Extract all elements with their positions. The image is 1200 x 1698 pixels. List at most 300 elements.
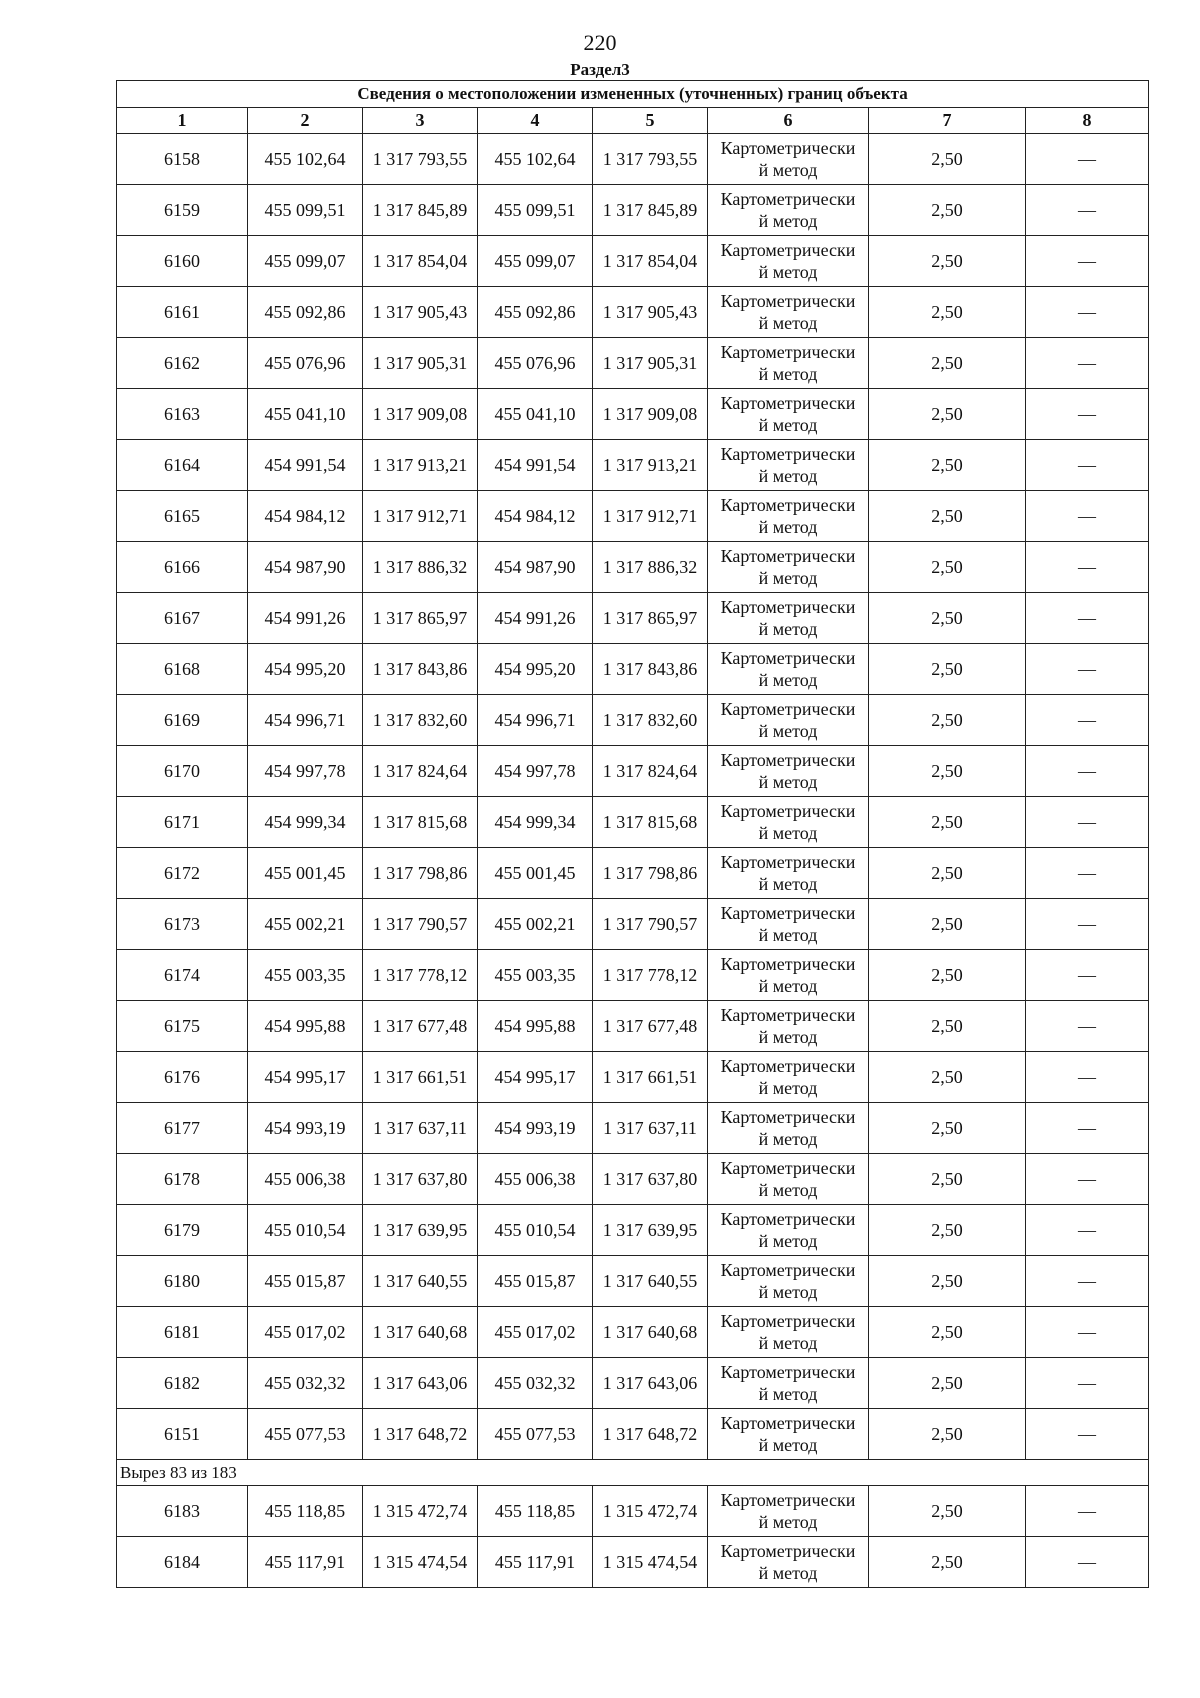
table-row — [117, 1256, 1149, 1307]
x-existing-cell: 454 995,17 — [248, 1052, 363, 1103]
method-line-1: Картометрически — [720, 1005, 856, 1025]
table-row — [117, 440, 1149, 491]
description-cell: — — [1026, 950, 1149, 1001]
method-line-2: й метод — [758, 976, 818, 996]
point-number-cell: 6174 — [117, 950, 248, 1001]
method-cell — [708, 950, 869, 1001]
column-header: 5 — [593, 108, 708, 134]
point-number-cell: 6178 — [117, 1154, 248, 1205]
description-cell: — — [1026, 1537, 1149, 1588]
accuracy-cell: 2,50 — [869, 1486, 1026, 1537]
method-line-1: Картометрически — [720, 954, 856, 974]
method-cell — [708, 287, 869, 338]
y-new-cell: 1 317 854,04 — [593, 236, 708, 287]
method-cell — [708, 899, 869, 950]
method-line-1: Картометрически — [720, 1541, 856, 1561]
description-cell: — — [1026, 899, 1149, 950]
x-existing-cell: 455 002,21 — [248, 899, 363, 950]
x-new-cell: 454 996,71 — [478, 695, 593, 746]
method-line-2: й метод — [758, 160, 818, 180]
y-new-cell: 1 317 640,68 — [593, 1307, 708, 1358]
accuracy-cell: 2,50 — [869, 287, 1026, 338]
x-new-cell: 455 010,54 — [478, 1205, 593, 1256]
description-cell: — — [1026, 1409, 1149, 1460]
method-line-1: Картометрически — [720, 1260, 856, 1280]
y-new-cell: 1 317 865,97 — [593, 593, 708, 644]
y-existing-cell: 1 317 640,55 — [363, 1256, 478, 1307]
method-cell — [708, 1409, 869, 1460]
x-existing-cell: 454 987,90 — [248, 542, 363, 593]
method-line-2: й метод — [758, 262, 818, 282]
method-line-1: Картометрически — [720, 1311, 856, 1331]
method-line-2: й метод — [758, 568, 818, 588]
x-existing-cell: 455 099,07 — [248, 236, 363, 287]
y-new-cell: 1 317 905,31 — [593, 338, 708, 389]
description-cell: — — [1026, 1256, 1149, 1307]
method-line-1: Картометрически — [720, 699, 856, 719]
method-cell — [708, 1537, 869, 1588]
method-line-1: Картометрически — [720, 1158, 856, 1178]
x-existing-cell: 455 076,96 — [248, 338, 363, 389]
y-existing-cell: 1 317 843,86 — [363, 644, 478, 695]
accuracy-cell: 2,50 — [869, 746, 1026, 797]
description-cell: — — [1026, 491, 1149, 542]
column-header: 1 — [117, 108, 248, 134]
method-cell — [708, 593, 869, 644]
table-row — [117, 1103, 1149, 1154]
description-cell: — — [1026, 1103, 1149, 1154]
table-row — [117, 491, 1149, 542]
method-line-1: Картометрически — [720, 1107, 856, 1127]
method-line-1: Картометрически — [720, 546, 856, 566]
boundary-coordinates-table — [116, 80, 1149, 1588]
x-existing-cell: 454 991,26 — [248, 593, 363, 644]
description-cell: — — [1026, 746, 1149, 797]
accuracy-cell: 2,50 — [869, 593, 1026, 644]
accuracy-cell: 2,50 — [869, 1537, 1026, 1588]
accuracy-cell: 2,50 — [869, 491, 1026, 542]
y-new-cell: 1 317 677,48 — [593, 1001, 708, 1052]
point-number-cell: 6170 — [117, 746, 248, 797]
x-new-cell: 455 092,86 — [478, 287, 593, 338]
description-cell: — — [1026, 236, 1149, 287]
table-row — [117, 1052, 1149, 1103]
y-new-cell: 1 317 832,60 — [593, 695, 708, 746]
table-caption: Сведения о местоположении измененных (уточненных) границ объекта — [117, 81, 1149, 108]
point-number-cell: 6175 — [117, 1001, 248, 1052]
y-new-cell: 1 317 845,89 — [593, 185, 708, 236]
y-new-cell: 1 317 798,86 — [593, 848, 708, 899]
table-row — [117, 1307, 1149, 1358]
x-new-cell: 455 032,32 — [478, 1358, 593, 1409]
y-existing-cell: 1 317 637,11 — [363, 1103, 478, 1154]
accuracy-cell: 2,50 — [869, 1256, 1026, 1307]
accuracy-cell: 2,50 — [869, 1103, 1026, 1154]
y-existing-cell: 1 317 905,43 — [363, 287, 478, 338]
table-row — [117, 1205, 1149, 1256]
point-number-cell: 6151 — [117, 1409, 248, 1460]
cut-label: Вырез 83 из 183 — [117, 1460, 1149, 1486]
y-new-cell: 1 315 474,54 — [593, 1537, 708, 1588]
x-new-cell: 455 001,45 — [478, 848, 593, 899]
y-existing-cell: 1 317 865,97 — [363, 593, 478, 644]
y-new-cell: 1 317 793,55 — [593, 134, 708, 185]
point-number-cell: 6163 — [117, 389, 248, 440]
method-line-1: Картометрически — [720, 291, 856, 311]
method-line-2: й метод — [758, 874, 818, 894]
accuracy-cell: 2,50 — [869, 848, 1026, 899]
x-existing-cell: 454 999,34 — [248, 797, 363, 848]
method-line-1: Картометрически — [720, 750, 856, 770]
point-number-cell: 6173 — [117, 899, 248, 950]
y-existing-cell: 1 317 832,60 — [363, 695, 478, 746]
description-cell: — — [1026, 797, 1149, 848]
method-cell — [708, 746, 869, 797]
x-existing-cell: 455 001,45 — [248, 848, 363, 899]
table-row — [117, 899, 1149, 950]
column-header: 2 — [248, 108, 363, 134]
table-row — [117, 746, 1149, 797]
point-number-cell: 6179 — [117, 1205, 248, 1256]
y-existing-cell: 1 317 798,86 — [363, 848, 478, 899]
table-row — [117, 134, 1149, 185]
description-cell: — — [1026, 644, 1149, 695]
method-line-2: й метод — [758, 619, 818, 639]
y-new-cell: 1 317 905,43 — [593, 287, 708, 338]
method-line-1: Картометрически — [720, 444, 856, 464]
x-existing-cell: 454 993,19 — [248, 1103, 363, 1154]
method-cell — [708, 542, 869, 593]
accuracy-cell: 2,50 — [869, 1205, 1026, 1256]
point-number-cell: 6181 — [117, 1307, 248, 1358]
y-new-cell: 1 317 913,21 — [593, 440, 708, 491]
y-new-cell: 1 317 640,55 — [593, 1256, 708, 1307]
method-line-2: й метод — [758, 1231, 818, 1251]
table-row — [117, 1537, 1149, 1588]
y-new-cell: 1 317 912,71 — [593, 491, 708, 542]
x-new-cell: 455 118,85 — [478, 1486, 593, 1537]
y-existing-cell: 1 315 474,54 — [363, 1537, 478, 1588]
accuracy-cell: 2,50 — [869, 1307, 1026, 1358]
method-line-1: Картометрически — [720, 1413, 856, 1433]
x-new-cell: 454 991,54 — [478, 440, 593, 491]
table-row — [117, 185, 1149, 236]
description-cell: — — [1026, 695, 1149, 746]
method-line-2: й метод — [758, 1435, 818, 1455]
x-existing-cell: 455 102,64 — [248, 134, 363, 185]
table-row — [117, 1001, 1149, 1052]
y-new-cell: 1 317 637,11 — [593, 1103, 708, 1154]
description-cell: — — [1026, 1205, 1149, 1256]
table-row — [117, 797, 1149, 848]
method-cell — [708, 185, 869, 236]
table-row — [117, 236, 1149, 287]
x-existing-cell: 455 003,35 — [248, 950, 363, 1001]
y-existing-cell: 1 317 815,68 — [363, 797, 478, 848]
accuracy-cell: 2,50 — [869, 950, 1026, 1001]
x-existing-cell: 454 995,88 — [248, 1001, 363, 1052]
method-line-1: Картометрически — [720, 1056, 856, 1076]
point-number-cell: 6164 — [117, 440, 248, 491]
table-body-block2 — [117, 1486, 1149, 1588]
point-number-cell: 6158 — [117, 134, 248, 185]
y-new-cell: 1 317 637,80 — [593, 1154, 708, 1205]
point-number-cell: 6177 — [117, 1103, 248, 1154]
method-line-2: й метод — [758, 466, 818, 486]
method-line-2: й метод — [758, 1384, 818, 1404]
description-cell: — — [1026, 1486, 1149, 1537]
table-row — [117, 848, 1149, 899]
x-existing-cell: 455 092,86 — [248, 287, 363, 338]
method-line-2: й метод — [758, 823, 818, 843]
method-cell — [708, 644, 869, 695]
y-new-cell: 1 317 778,12 — [593, 950, 708, 1001]
method-line-2: й метод — [758, 1027, 818, 1047]
point-number-cell: 6183 — [117, 1486, 248, 1537]
column-header-row — [117, 108, 1149, 134]
section-title: Раздел3 — [570, 60, 630, 79]
y-new-cell: 1 317 661,51 — [593, 1052, 708, 1103]
description-cell: — — [1026, 1052, 1149, 1103]
method-cell — [708, 1486, 869, 1537]
table-row — [117, 593, 1149, 644]
method-line-2: й метод — [758, 1333, 818, 1353]
method-cell — [708, 1358, 869, 1409]
cut-separator — [117, 1460, 1149, 1486]
x-new-cell: 454 995,17 — [478, 1052, 593, 1103]
method-cell — [708, 1256, 869, 1307]
accuracy-cell: 2,50 — [869, 338, 1026, 389]
column-header: 3 — [363, 108, 478, 134]
method-cell — [708, 695, 869, 746]
method-line-1: Картометрически — [720, 852, 856, 872]
accuracy-cell: 2,50 — [869, 797, 1026, 848]
column-header: 4 — [478, 108, 593, 134]
table-row — [117, 1358, 1149, 1409]
y-new-cell: 1 315 472,74 — [593, 1486, 708, 1537]
method-line-1: Картометрически — [720, 189, 856, 209]
table-row — [117, 1486, 1149, 1537]
x-new-cell: 455 076,96 — [478, 338, 593, 389]
column-header: 7 — [869, 108, 1026, 134]
point-number-cell: 6172 — [117, 848, 248, 899]
x-existing-cell: 454 984,12 — [248, 491, 363, 542]
method-line-1: Картометрически — [720, 1362, 856, 1382]
x-new-cell: 455 117,91 — [478, 1537, 593, 1588]
description-cell: — — [1026, 542, 1149, 593]
description-cell: — — [1026, 338, 1149, 389]
method-line-2: й метод — [758, 313, 818, 333]
description-cell: — — [1026, 848, 1149, 899]
table-row — [117, 1154, 1149, 1205]
method-line-1: Картометрически — [720, 903, 856, 923]
method-line-2: й метод — [758, 1282, 818, 1302]
y-new-cell: 1 317 909,08 — [593, 389, 708, 440]
table-body-block1 — [117, 134, 1149, 1460]
method-line-2: й метод — [758, 364, 818, 384]
column-header: 6 — [708, 108, 869, 134]
method-line-2: й метод — [758, 1129, 818, 1149]
x-new-cell: 454 987,90 — [478, 542, 593, 593]
description-cell: — — [1026, 1154, 1149, 1205]
x-new-cell: 455 003,35 — [478, 950, 593, 1001]
description-cell: — — [1026, 185, 1149, 236]
accuracy-cell: 2,50 — [869, 440, 1026, 491]
y-new-cell: 1 317 843,86 — [593, 644, 708, 695]
accuracy-cell: 2,50 — [869, 1001, 1026, 1052]
y-new-cell: 1 317 886,32 — [593, 542, 708, 593]
y-existing-cell: 1 317 643,06 — [363, 1358, 478, 1409]
y-existing-cell: 1 317 845,89 — [363, 185, 478, 236]
x-existing-cell: 455 077,53 — [248, 1409, 363, 1460]
y-new-cell: 1 317 639,95 — [593, 1205, 708, 1256]
point-number-cell: 6159 — [117, 185, 248, 236]
y-existing-cell: 1 317 909,08 — [363, 389, 478, 440]
method-line-1: Картометрически — [720, 495, 856, 515]
method-cell — [708, 1103, 869, 1154]
x-new-cell: 455 077,53 — [478, 1409, 593, 1460]
y-existing-cell: 1 317 677,48 — [363, 1001, 478, 1052]
x-new-cell: 455 102,64 — [478, 134, 593, 185]
method-cell — [708, 389, 869, 440]
method-line-2: й метод — [758, 925, 818, 945]
point-number-cell: 6171 — [117, 797, 248, 848]
x-existing-cell: 454 996,71 — [248, 695, 363, 746]
method-line-2: й метод — [758, 1512, 818, 1532]
method-line-1: Картометрически — [720, 648, 856, 668]
y-existing-cell: 1 317 778,12 — [363, 950, 478, 1001]
accuracy-cell: 2,50 — [869, 389, 1026, 440]
point-number-cell: 6182 — [117, 1358, 248, 1409]
x-new-cell: 455 002,21 — [478, 899, 593, 950]
y-existing-cell: 1 317 648,72 — [363, 1409, 478, 1460]
x-new-cell: 455 099,07 — [478, 236, 593, 287]
x-new-cell: 454 999,34 — [478, 797, 593, 848]
method-line-1: Картометрически — [720, 138, 856, 158]
method-line-2: й метод — [758, 670, 818, 690]
point-number-cell: 6180 — [117, 1256, 248, 1307]
method-line-2: й метод — [758, 1180, 818, 1200]
method-line-2: й метод — [758, 1563, 818, 1583]
x-existing-cell: 455 041,10 — [248, 389, 363, 440]
method-line-2: й метод — [758, 1078, 818, 1098]
point-number-cell: 6167 — [117, 593, 248, 644]
table-row — [117, 695, 1149, 746]
method-cell — [708, 134, 869, 185]
y-existing-cell: 1 317 912,71 — [363, 491, 478, 542]
x-new-cell: 454 991,26 — [478, 593, 593, 644]
table-row — [117, 287, 1149, 338]
table-row — [117, 644, 1149, 695]
x-existing-cell: 455 118,85 — [248, 1486, 363, 1537]
point-number-cell: 6169 — [117, 695, 248, 746]
page-number: 220 — [583, 30, 617, 55]
accuracy-cell: 2,50 — [869, 1052, 1026, 1103]
y-existing-cell: 1 315 472,74 — [363, 1486, 478, 1537]
accuracy-cell: 2,50 — [869, 134, 1026, 185]
x-existing-cell: 454 995,20 — [248, 644, 363, 695]
method-line-2: й метод — [758, 415, 818, 435]
method-cell — [708, 1205, 869, 1256]
point-number-cell: 6165 — [117, 491, 248, 542]
accuracy-cell: 2,50 — [869, 899, 1026, 950]
method-cell — [708, 236, 869, 287]
accuracy-cell: 2,50 — [869, 1358, 1026, 1409]
x-new-cell: 455 099,51 — [478, 185, 593, 236]
method-cell — [708, 491, 869, 542]
method-cell — [708, 1154, 869, 1205]
y-existing-cell: 1 317 913,21 — [363, 440, 478, 491]
y-existing-cell: 1 317 824,64 — [363, 746, 478, 797]
method-cell — [708, 848, 869, 899]
y-new-cell: 1 317 643,06 — [593, 1358, 708, 1409]
description-cell: — — [1026, 1307, 1149, 1358]
method-line-1: Картометрически — [720, 801, 856, 821]
y-new-cell: 1 317 815,68 — [593, 797, 708, 848]
accuracy-cell: 2,50 — [869, 695, 1026, 746]
y-existing-cell: 1 317 661,51 — [363, 1052, 478, 1103]
x-existing-cell: 455 032,32 — [248, 1358, 363, 1409]
x-existing-cell: 454 997,78 — [248, 746, 363, 797]
column-header: 8 — [1026, 108, 1149, 134]
method-cell — [708, 1001, 869, 1052]
x-new-cell: 454 995,88 — [478, 1001, 593, 1052]
x-new-cell: 454 993,19 — [478, 1103, 593, 1154]
description-cell: — — [1026, 1358, 1149, 1409]
y-new-cell: 1 317 824,64 — [593, 746, 708, 797]
description-cell: — — [1026, 593, 1149, 644]
description-cell: — — [1026, 287, 1149, 338]
method-line-2: й метод — [758, 211, 818, 231]
description-cell: — — [1026, 389, 1149, 440]
y-existing-cell: 1 317 637,80 — [363, 1154, 478, 1205]
x-new-cell: 454 997,78 — [478, 746, 593, 797]
x-existing-cell: 455 099,51 — [248, 185, 363, 236]
description-cell: — — [1026, 440, 1149, 491]
point-number-cell: 6162 — [117, 338, 248, 389]
y-existing-cell: 1 317 886,32 — [363, 542, 478, 593]
method-cell — [708, 440, 869, 491]
method-line-1: Картометрически — [720, 393, 856, 413]
x-existing-cell: 455 010,54 — [248, 1205, 363, 1256]
x-new-cell: 454 984,12 — [478, 491, 593, 542]
x-existing-cell: 455 006,38 — [248, 1154, 363, 1205]
table-row — [117, 389, 1149, 440]
point-number-cell: 6168 — [117, 644, 248, 695]
table-row — [117, 542, 1149, 593]
table-row — [117, 950, 1149, 1001]
method-cell — [708, 797, 869, 848]
x-existing-cell: 455 117,91 — [248, 1537, 363, 1588]
x-existing-cell: 455 017,02 — [248, 1307, 363, 1358]
x-new-cell: 455 015,87 — [478, 1256, 593, 1307]
accuracy-cell: 2,50 — [869, 185, 1026, 236]
y-existing-cell: 1 317 854,04 — [363, 236, 478, 287]
method-line-1: Картометрически — [720, 597, 856, 617]
accuracy-cell: 2,50 — [869, 1409, 1026, 1460]
x-existing-cell: 454 991,54 — [248, 440, 363, 491]
method-cell — [708, 1307, 869, 1358]
method-cell — [708, 1052, 869, 1103]
y-existing-cell: 1 317 639,95 — [363, 1205, 478, 1256]
y-existing-cell: 1 317 790,57 — [363, 899, 478, 950]
y-new-cell: 1 317 790,57 — [593, 899, 708, 950]
method-line-1: Картометрически — [720, 1490, 856, 1510]
y-new-cell: 1 317 648,72 — [593, 1409, 708, 1460]
method-line-2: й метод — [758, 721, 818, 741]
point-number-cell: 6176 — [117, 1052, 248, 1103]
point-number-cell: 6160 — [117, 236, 248, 287]
